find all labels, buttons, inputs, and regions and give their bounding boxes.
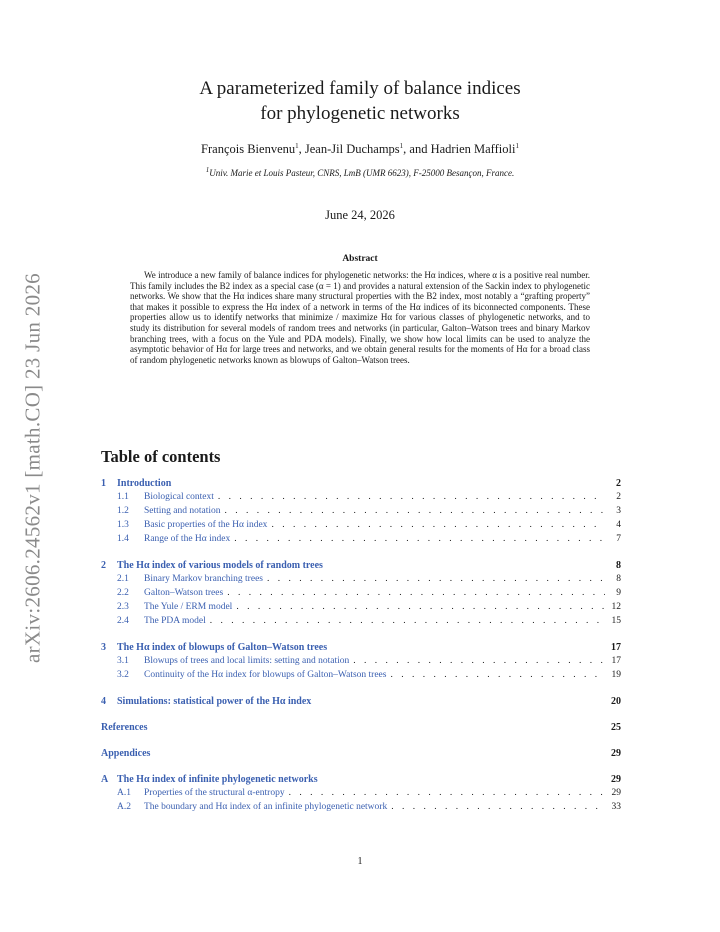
toc-num: 2.2 bbox=[117, 588, 129, 598]
toc-entry-2-1[interactable] bbox=[101, 574, 621, 588]
toc-entry-A-2[interactable] bbox=[101, 802, 621, 816]
toc-num: 3.2 bbox=[117, 670, 129, 680]
toc-num: 2 bbox=[101, 560, 106, 571]
toc-page: 4 bbox=[616, 520, 621, 530]
toc-entry-A-1[interactable] bbox=[101, 788, 621, 802]
toc-entry-2-3[interactable] bbox=[101, 602, 621, 616]
title-line-2: for phylogenetic networks bbox=[260, 103, 460, 124]
toc-leader bbox=[267, 574, 605, 584]
toc-page: 3 bbox=[616, 506, 621, 516]
toc-leader bbox=[271, 520, 605, 530]
toc-page: 2 bbox=[616, 492, 621, 502]
toc-entry-1-4[interactable] bbox=[101, 534, 621, 548]
author-2 bbox=[305, 142, 431, 156]
author-name: François Bienvenu bbox=[201, 142, 296, 156]
author-name: Hadrien Maffioli bbox=[430, 142, 516, 156]
toc-num: 2.4 bbox=[117, 616, 129, 626]
toc-title: Setting and notation bbox=[144, 506, 221, 516]
toc-entry-1-1[interactable] bbox=[101, 492, 621, 506]
toc-leader bbox=[236, 602, 605, 612]
affiliation-text: Univ. Marie et Louis Pasteur, CNRS, LmB (UMR 6623), F-25000 Besançon, France. bbox=[209, 168, 515, 178]
toc-title: Basic properties of the Hα index bbox=[144, 520, 268, 530]
author-separator: , bbox=[298, 142, 305, 156]
toc-page: 29 bbox=[611, 788, 621, 798]
author-list bbox=[100, 142, 620, 157]
affiliation-mark: 1 bbox=[205, 166, 210, 174]
toc-title: Properties of the structural α-entropy bbox=[144, 788, 285, 798]
toc-num: 3.1 bbox=[117, 656, 129, 666]
toc-leader bbox=[227, 588, 605, 598]
author-1 bbox=[201, 142, 305, 156]
toc-leader bbox=[390, 670, 605, 680]
toc-leader bbox=[289, 788, 605, 798]
toc-page: 7 bbox=[616, 534, 621, 544]
toc-num: 1 bbox=[101, 478, 106, 489]
arxiv-stamp bbox=[8, 248, 58, 688]
toc-num: 1.2 bbox=[117, 506, 129, 516]
toc-entry-2[interactable] bbox=[101, 560, 621, 574]
title-line-1: A parameterized family of balance indices bbox=[199, 78, 521, 99]
author-affil-mark: 1 bbox=[399, 141, 404, 150]
toc-page: 20 bbox=[611, 696, 621, 707]
toc-leader bbox=[391, 802, 605, 812]
toc-entry-3-1[interactable] bbox=[101, 656, 621, 670]
toc-page: 12 bbox=[611, 602, 621, 612]
toc-entry-4[interactable] bbox=[101, 696, 621, 710]
author-affil-mark: 1 bbox=[515, 141, 519, 150]
toc-num: A.2 bbox=[117, 802, 131, 812]
toc-num: 1.3 bbox=[117, 520, 129, 530]
affiliation bbox=[100, 168, 620, 178]
toc-page: 25 bbox=[611, 722, 621, 733]
toc-heading: Table of contents bbox=[101, 447, 221, 466]
toc-entry-1-3[interactable] bbox=[101, 520, 621, 534]
toc-title: Simulations: statistical power of the Hα index bbox=[117, 696, 312, 707]
toc-title: Biological context bbox=[144, 492, 214, 502]
toc-leader bbox=[234, 534, 605, 544]
toc-page: 17 bbox=[611, 642, 621, 653]
toc-leader bbox=[353, 656, 605, 666]
toc-entry-1[interactable] bbox=[101, 478, 621, 492]
toc-page: 29 bbox=[611, 774, 621, 785]
arxiv-stamp-text: arXiv:2606.24562v1 [math.CO] 23 Jun 2026 bbox=[20, 273, 45, 663]
toc-leader bbox=[225, 506, 605, 516]
toc-leader bbox=[218, 492, 605, 502]
toc-entry-2-4[interactable] bbox=[101, 616, 621, 630]
toc-num: A bbox=[101, 774, 109, 785]
toc-num: 1.4 bbox=[117, 534, 129, 544]
toc-page: 9 bbox=[616, 588, 621, 598]
toc-num: 3 bbox=[101, 642, 106, 653]
toc-title: The Hα index of blowups of Galton–Watson trees bbox=[117, 642, 328, 653]
toc-title: The Hα index of infinite phylogenetic networks bbox=[117, 774, 318, 785]
toc-title: The PDA model bbox=[144, 616, 206, 626]
toc-title: Appendices bbox=[101, 748, 151, 759]
toc-title: Binary Markov branching trees bbox=[144, 574, 263, 584]
toc-entry-2-2[interactable] bbox=[101, 588, 621, 602]
abstract-heading: Abstract bbox=[342, 254, 378, 264]
toc-num: A.1 bbox=[117, 788, 131, 798]
toc-entry-appendices[interactable] bbox=[101, 748, 621, 762]
toc-page: 17 bbox=[611, 656, 621, 666]
toc-num: 4 bbox=[101, 696, 106, 707]
toc-title: Range of the Hα index bbox=[144, 534, 231, 544]
author-affil-mark: 1 bbox=[295, 141, 299, 150]
toc-page: 33 bbox=[611, 802, 621, 812]
paper-title bbox=[100, 76, 620, 126]
toc-title: Galton–Watson trees bbox=[144, 588, 224, 598]
toc-entry-3-2[interactable] bbox=[101, 670, 621, 684]
toc-title: The boundary and Hα index of an infinite phylogenetic network bbox=[144, 802, 388, 812]
toc-num: 1.1 bbox=[117, 492, 129, 502]
toc-title: References bbox=[101, 722, 148, 733]
author-separator: , and bbox=[403, 142, 431, 156]
author-3 bbox=[431, 142, 519, 156]
abstract-text: We introduce a new family of balance indices for phylogenetic networks: the Hα indices, where α is a positive real number. This family includes the B2 index as a special case (α = 1) and provides a natural extension of the Sackin index to phylogenetic networks. We show that the Hα indices share many structural properties with the B2 index, most notably a “grafting property” that makes it possible to express the Hα index of a network in terms of the Hα indices of its biconnected components. These properties allow us to identify networks that minimize / maximize Hα for various classes of phylogenetic networks, and to study its distribution for several models of random trees and networks (in particular, Galton–Watson trees and binary Markov branching trees, with a focus on the Yule and PDA models). Finally, we show how local limits can be used to analyze the asymptotic behavior of Hα for large trees and networks, and we obtain general results for the moments of Hα for a broad class of random phylogenetic networks known as blowups of Galton–Watson trees. bbox=[130, 270, 590, 365]
toc-entry-references[interactable] bbox=[101, 722, 621, 736]
toc-entry-A[interactable] bbox=[101, 774, 621, 788]
paper-date: June 24, 2026 bbox=[325, 208, 395, 222]
toc-page: 19 bbox=[611, 670, 621, 680]
toc-page: 8 bbox=[616, 560, 621, 571]
toc-page: 2 bbox=[616, 478, 621, 489]
toc-page: 8 bbox=[616, 574, 621, 584]
toc-leader bbox=[210, 616, 605, 626]
toc-title: Blowups of trees and local limits: setting and notation bbox=[144, 656, 350, 666]
toc-page: 15 bbox=[611, 616, 621, 626]
toc-num: 2.3 bbox=[117, 602, 129, 612]
toc-num: 2.1 bbox=[117, 574, 129, 584]
toc-page: 29 bbox=[611, 748, 621, 759]
author-name: Jean-Jil Duchamps bbox=[304, 142, 400, 156]
toc-title: The Hα index of various models of random trees bbox=[117, 560, 323, 571]
toc-title: Continuity of the Hα index for blowups of Galton–Watson trees bbox=[144, 670, 387, 680]
table-of-contents bbox=[101, 478, 621, 816]
toc-entry-1-2[interactable] bbox=[101, 506, 621, 520]
toc-title: Introduction bbox=[117, 478, 172, 489]
toc-entry-3[interactable] bbox=[101, 642, 621, 656]
page-number: 1 bbox=[357, 856, 363, 867]
toc-title: The Yule / ERM model bbox=[144, 602, 233, 612]
